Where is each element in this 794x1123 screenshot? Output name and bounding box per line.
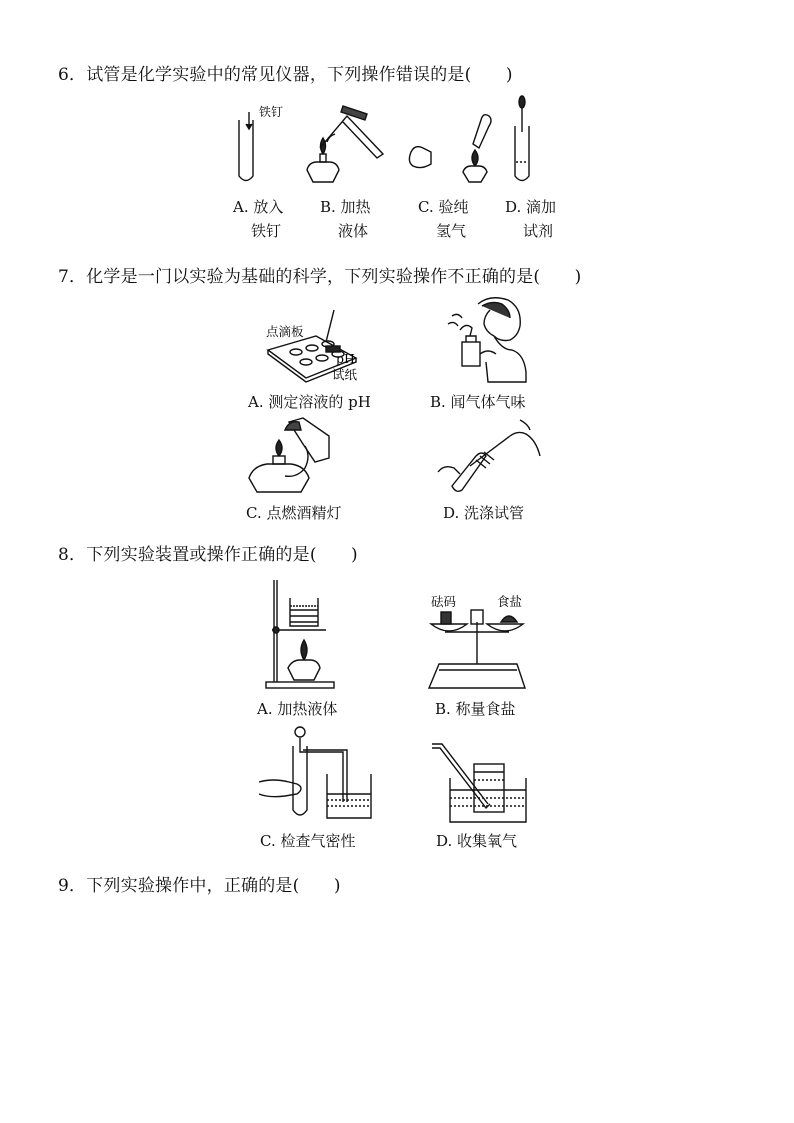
q6-option-a: A. 放入 (233, 198, 284, 216)
q7-c-alcohol-lamp (245, 416, 335, 496)
q7-option-c: C. 点燃酒精灯 (246, 504, 342, 522)
question-text: 化学是一门以实验为基础的科学，下列实验操作不正确的是( ) (86, 267, 582, 287)
question-number: 6． (58, 65, 87, 85)
q6-a-test-tube (239, 112, 253, 181)
q6-option-d-line2: 试剂 (523, 222, 554, 240)
q6-figure (225, 92, 570, 192)
q6-option-a-line2: 铁钉 (251, 222, 282, 240)
q7-option-a: A. 测定溶液的 pH (248, 393, 371, 411)
question-6 (58, 60, 513, 85)
q6-option-b: B. 加热 (320, 198, 371, 216)
question-number: 9． (58, 876, 87, 896)
q7-option-d: D. 洗涤试管 (443, 504, 525, 522)
q6-option-d: D. 滴加 (505, 198, 557, 216)
weights-label: 砝码 (431, 594, 457, 609)
q6-option-c: C. 验纯 (418, 198, 469, 216)
q7-option-b: B. 闻气体气味 (430, 393, 526, 411)
q7-d-wash-tube (436, 416, 546, 496)
q8-option-a: A. 加热液体 (257, 700, 338, 718)
q6-d-dropper (515, 96, 529, 181)
question-text: 试管是化学实验中的常见仪器，下列操作错误的是( ) (86, 65, 513, 85)
question-9 (58, 871, 341, 896)
q6-b-heating (307, 106, 383, 182)
q8-option-b: B. 称量食盐 (435, 700, 516, 718)
q8-c-airtightness (255, 722, 375, 826)
question-number: 8． (58, 545, 87, 565)
question-7 (58, 262, 581, 287)
q6-option-c-line2: 氢气 (436, 222, 467, 240)
q8-option-c: C. 检查气密性 (260, 832, 356, 850)
spot-plate-label: 点滴板 (266, 324, 304, 339)
iron-nail-label: 铁钉 (259, 105, 284, 119)
question-number: 7． (58, 267, 87, 287)
q8-d-collect-oxygen (430, 742, 530, 826)
q6-c-hydrogen (409, 115, 491, 182)
q7-b-smell-gas (440, 292, 530, 384)
ph-label: pH (336, 351, 355, 366)
q8-a-heating-liquid (262, 576, 342, 692)
question-text: 下列实验装置或操作正确的是( ) (86, 545, 358, 565)
test-paper-label: 试纸 (332, 367, 358, 382)
salt-label: 食盐 (497, 594, 523, 609)
q8-b-balance (425, 592, 530, 692)
q8-option-d: D. 收集氧气 (436, 832, 518, 850)
question-8 (58, 540, 358, 565)
question-text: 下列实验操作中，正确的是( ) (86, 876, 341, 896)
q6-option-b-line2: 液体 (338, 222, 369, 240)
q7-a-spot-plate (260, 306, 375, 384)
